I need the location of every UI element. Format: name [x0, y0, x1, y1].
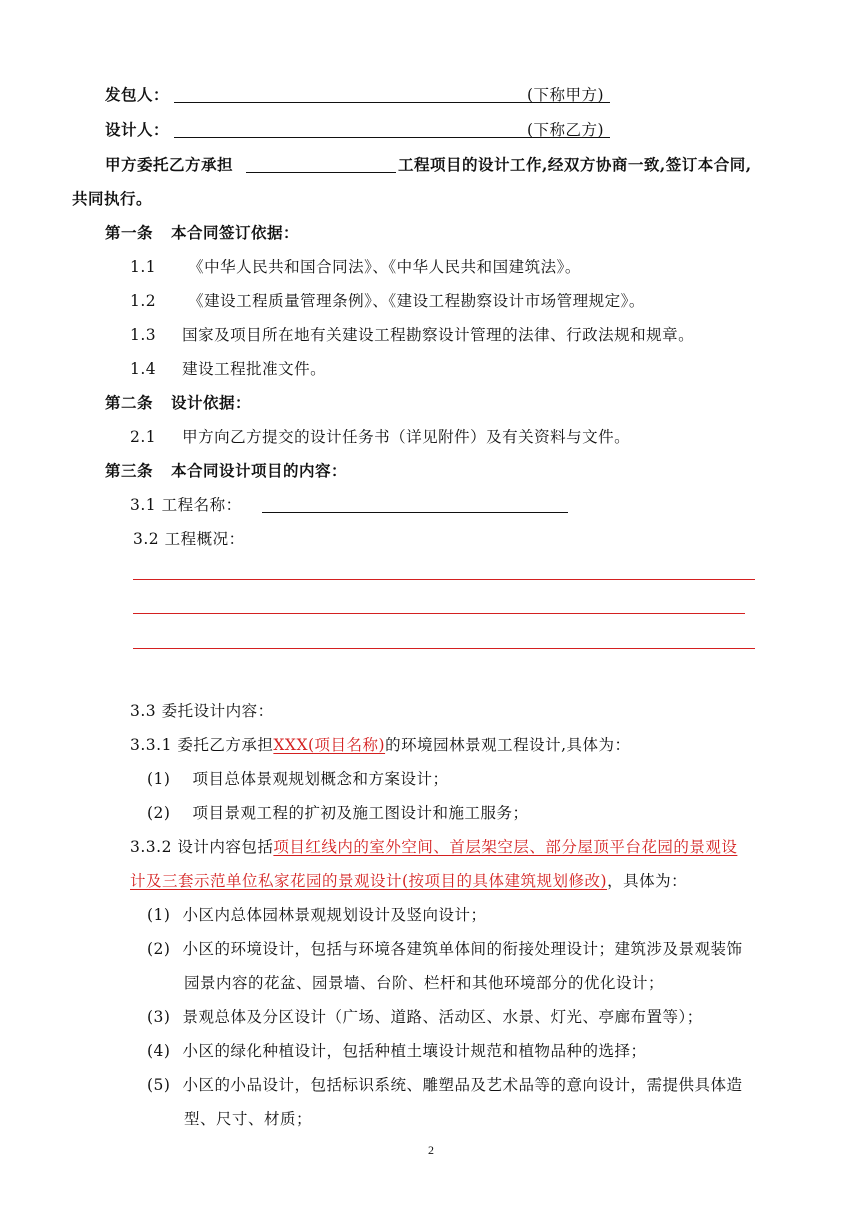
section-332-suffix: ，具体为：	[607, 872, 688, 890]
article3-number: 第三条	[105, 461, 154, 480]
item-text: 小区的绿化种植设计，包括种植土壤设计规范和植物品种的选择；	[182, 1042, 647, 1060]
item-number: (3)	[147, 1008, 171, 1026]
s331-item	[147, 803, 528, 823]
article2-title: 设计依据：	[171, 393, 252, 412]
article1-item	[130, 257, 581, 277]
s332-item	[147, 939, 742, 959]
section-331-suffix: 的环境园林景观工程设计,具体为：	[385, 736, 631, 754]
contractor-suffix: (下称甲方)	[527, 86, 605, 104]
item-number: (1)	[147, 770, 171, 788]
item-text: 建设工程批准文件。	[182, 360, 327, 378]
item-text: 小区内总体园林景观规划设计及竖向设计；	[182, 906, 487, 924]
section-332-line2	[130, 871, 687, 891]
s332-item	[147, 905, 486, 925]
project-name-placeholder: XXX(项目名称)	[273, 736, 386, 754]
section-331-prefix: 3.3.1 委托乙方承担	[130, 736, 274, 754]
item-number: 1.1	[130, 258, 157, 276]
item-number: 1.3	[130, 326, 157, 344]
item-number: 1.4	[130, 360, 157, 378]
item-number: (2)	[147, 804, 171, 822]
overview-label: 3.2 工程概况：	[133, 530, 245, 548]
item-number: (5)	[147, 1076, 171, 1094]
item-text: 甲方向乙方提交的设计任务书（详见附件）及有关资料与文件。	[182, 428, 631, 446]
s332-item-continuation: 型、尺寸、材质；	[184, 1110, 313, 1128]
intro-project-blank	[246, 172, 396, 173]
article1-item	[130, 291, 645, 311]
item-text: 项目总体景观规划概念和方案设计；	[192, 770, 449, 788]
item-text: 国家及项目所在地有关建设工程勘察设计管理的法律、行政法规和规章。	[182, 326, 695, 344]
article3-heading	[105, 461, 347, 481]
overview-blank-line-3	[133, 648, 755, 649]
intro-part1: 甲方委托乙方承担	[105, 155, 234, 174]
intro-part2: 工程项目的设计工作,经双方协商一致,签订本合同,	[398, 155, 752, 174]
section-332-red-text-1: 项目红线内的室外空间、首层架空层、部分屋顶平台花园的景观设	[273, 838, 738, 856]
item-text: 景观总体及分区设计（广场、道路、活动区、水景、灯光、亭廊布置等）；	[182, 1008, 703, 1026]
section-332-line1	[130, 837, 737, 857]
page-number: 2	[428, 1143, 434, 1157]
project-name-blank	[262, 512, 568, 513]
s331-item	[147, 769, 448, 789]
item-text: 《中华人民共和国合同法》、《中华人民共和国建筑法》。	[188, 258, 581, 276]
article3-title: 本合同设计项目的内容：	[171, 461, 348, 480]
article1-item	[130, 325, 694, 345]
s332-item-continuation: 园景内容的花盆、园景墙、台阶、栏杆和其他环境部分的优化设计；	[184, 974, 665, 992]
item-number: 2.1	[130, 428, 157, 446]
item-text: 项目景观工程的扩初及施工图设计和施工服务；	[192, 804, 529, 822]
item-number: (2)	[147, 940, 171, 958]
article1-item	[130, 359, 326, 379]
article1-number: 第一条	[105, 223, 154, 242]
section-332-prefix: 3.3.2 设计内容包括	[130, 838, 274, 856]
contractor-label: 发包人：	[105, 85, 170, 104]
item-text: 小区的小品设计，包括标识系统、雕塑品及艺术品等的意向设计，需提供具体造	[182, 1076, 743, 1094]
designer-label: 设计人：	[105, 120, 170, 139]
article1-title: 本合同签订依据：	[171, 223, 300, 242]
item-number: 1.2	[130, 292, 157, 310]
s332-item	[147, 1007, 703, 1027]
project-name-label: 3.1 工程名称：	[130, 496, 242, 514]
item-text: 小区的环境设计，包括与环境各建筑单体间的衔接处理设计；建筑涉及景观装饰	[182, 940, 743, 958]
article1-heading	[105, 223, 299, 243]
item-number: (1)	[147, 906, 171, 924]
designer-suffix: (下称乙方)	[527, 121, 605, 139]
item-text: 《建设工程质量管理条例》、《建设工程勘察设计市场管理规定》。	[188, 292, 645, 310]
intro-line2: 共同执行。	[72, 189, 153, 208]
s332-item	[147, 1075, 742, 1095]
item-number: (4)	[147, 1042, 171, 1060]
article2-number: 第二条	[105, 393, 154, 412]
article2-item	[130, 427, 630, 447]
overview-blank-line-2	[133, 613, 745, 614]
section-331	[130, 735, 631, 755]
s332-item	[147, 1041, 646, 1061]
scope-label: 3.3 委托设计内容：	[130, 702, 274, 720]
section-332-red-text-2: 计及三套示范单位私家花园的景观设计(按项目的具体建筑规划修改)	[130, 872, 608, 890]
article2-heading	[105, 393, 251, 413]
overview-blank-line-1	[133, 579, 755, 580]
